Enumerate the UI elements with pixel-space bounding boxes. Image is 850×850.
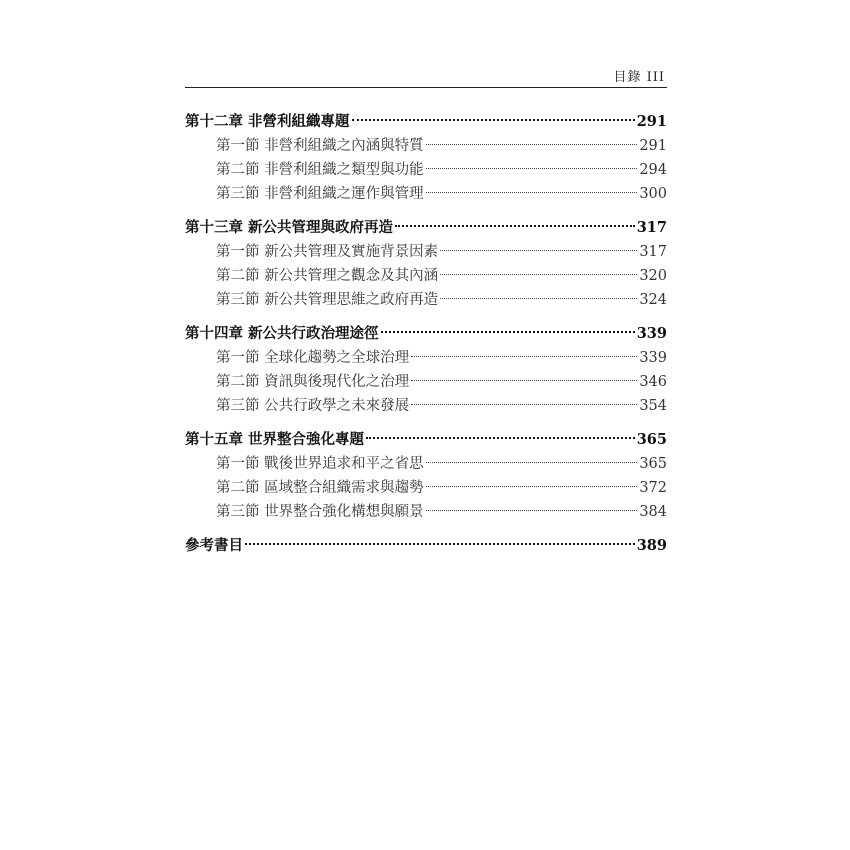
- chapter-page: 339: [636, 325, 667, 342]
- leader-dots: [426, 486, 638, 487]
- toc-section-row[interactable]: [185, 476, 667, 500]
- toc-chapter-row[interactable]: [185, 534, 667, 558]
- section-page: 384: [639, 504, 667, 520]
- leader-dots: [352, 119, 635, 121]
- section-title: 第二節 資訊與後現代化之治理: [216, 374, 410, 390]
- toc-chapter-row[interactable]: [185, 110, 667, 134]
- leader-dots: [440, 274, 637, 275]
- toc-section-row[interactable]: [185, 346, 667, 370]
- section-page: 354: [639, 398, 667, 414]
- running-header: [185, 66, 667, 88]
- chapter-page: 365: [636, 431, 667, 448]
- leader-dots: [381, 331, 635, 333]
- toc-section-row[interactable]: [185, 264, 667, 288]
- chapter-title: 第十四章 新公共行政治理途徑: [185, 325, 379, 342]
- leader-dots: [426, 168, 638, 169]
- section-page: 294: [639, 162, 667, 178]
- section-title: 第二節 新公共管理之觀念及其內涵: [216, 268, 439, 284]
- section-title: 第三節 世界整合強化構想與願景: [216, 504, 424, 520]
- header-rule: [185, 87, 667, 88]
- section-title: 第二節 區域整合組織需求與趨勢: [216, 480, 424, 496]
- chapter-page: 317: [636, 219, 667, 236]
- section-title: 第一節 全球化趨勢之全球治理: [216, 350, 410, 366]
- toc-section-row[interactable]: [185, 500, 667, 524]
- toc-section-row[interactable]: [185, 182, 667, 206]
- leader-dots: [411, 404, 637, 405]
- leader-dots: [426, 192, 638, 193]
- section-title: 第三節 非營利組織之運作與管理: [216, 186, 424, 202]
- chapter-title: 參考書目: [185, 537, 243, 554]
- leader-dots: [426, 144, 638, 145]
- section-title: 第一節 新公共管理及實施背景因素: [216, 244, 439, 260]
- section-page: 339: [639, 350, 667, 366]
- header-text: 目錄 III: [613, 70, 665, 85]
- section-page: 300: [639, 186, 667, 202]
- chapter-title: 第十五章 世界整合強化專題: [185, 431, 365, 448]
- section-title: 第一節 戰後世界追求和平之省思: [216, 456, 424, 472]
- toc-section-row[interactable]: [185, 288, 667, 312]
- chapter-page: 291: [636, 113, 667, 130]
- toc-chapter-row[interactable]: [185, 322, 667, 346]
- toc-chapter-row[interactable]: [185, 428, 667, 452]
- section-title: 第三節 新公共管理思維之政府再造: [216, 292, 439, 308]
- toc-group-references: [185, 534, 667, 558]
- section-page: 320: [639, 268, 667, 284]
- chapter-title: 第十二章 非營利組織專題: [185, 113, 350, 130]
- section-page: 291: [639, 138, 667, 154]
- section-page: 317: [639, 244, 667, 260]
- toc-group-chapter-13: [185, 216, 667, 312]
- toc-chapter-row[interactable]: [185, 216, 667, 240]
- section-page: 324: [639, 292, 667, 308]
- section-page: 372: [639, 480, 667, 496]
- section-title: 第一節 非營利組織之內涵與特質: [216, 138, 424, 154]
- toc-section-row[interactable]: [185, 158, 667, 182]
- toc-section-row[interactable]: [185, 370, 667, 394]
- table-of-contents: [185, 110, 667, 568]
- leader-dots: [440, 250, 637, 251]
- leader-dots: [426, 510, 638, 511]
- chapter-title: 第十三章 新公共管理與政府再造: [185, 219, 394, 236]
- toc-section-row[interactable]: [185, 240, 667, 264]
- toc-section-row[interactable]: [185, 134, 667, 158]
- toc-section-row[interactable]: [185, 394, 667, 418]
- leader-dots: [395, 225, 635, 227]
- leader-dots: [366, 437, 635, 439]
- toc-group-chapter-14: [185, 322, 667, 418]
- leader-dots: [440, 298, 637, 299]
- section-title: 第三節 公共行政學之未來發展: [216, 398, 410, 414]
- leader-dots: [245, 543, 635, 545]
- section-page: 365: [639, 456, 667, 472]
- leader-dots: [411, 380, 637, 381]
- leader-dots: [426, 462, 638, 463]
- leader-dots: [411, 356, 637, 357]
- toc-section-row[interactable]: [185, 452, 667, 476]
- section-page: 346: [639, 374, 667, 390]
- chapter-page: 389: [636, 537, 667, 554]
- section-title: 第二節 非營利組織之類型與功能: [216, 162, 424, 178]
- toc-group-chapter-15: [185, 428, 667, 524]
- toc-group-chapter-12: [185, 110, 667, 206]
